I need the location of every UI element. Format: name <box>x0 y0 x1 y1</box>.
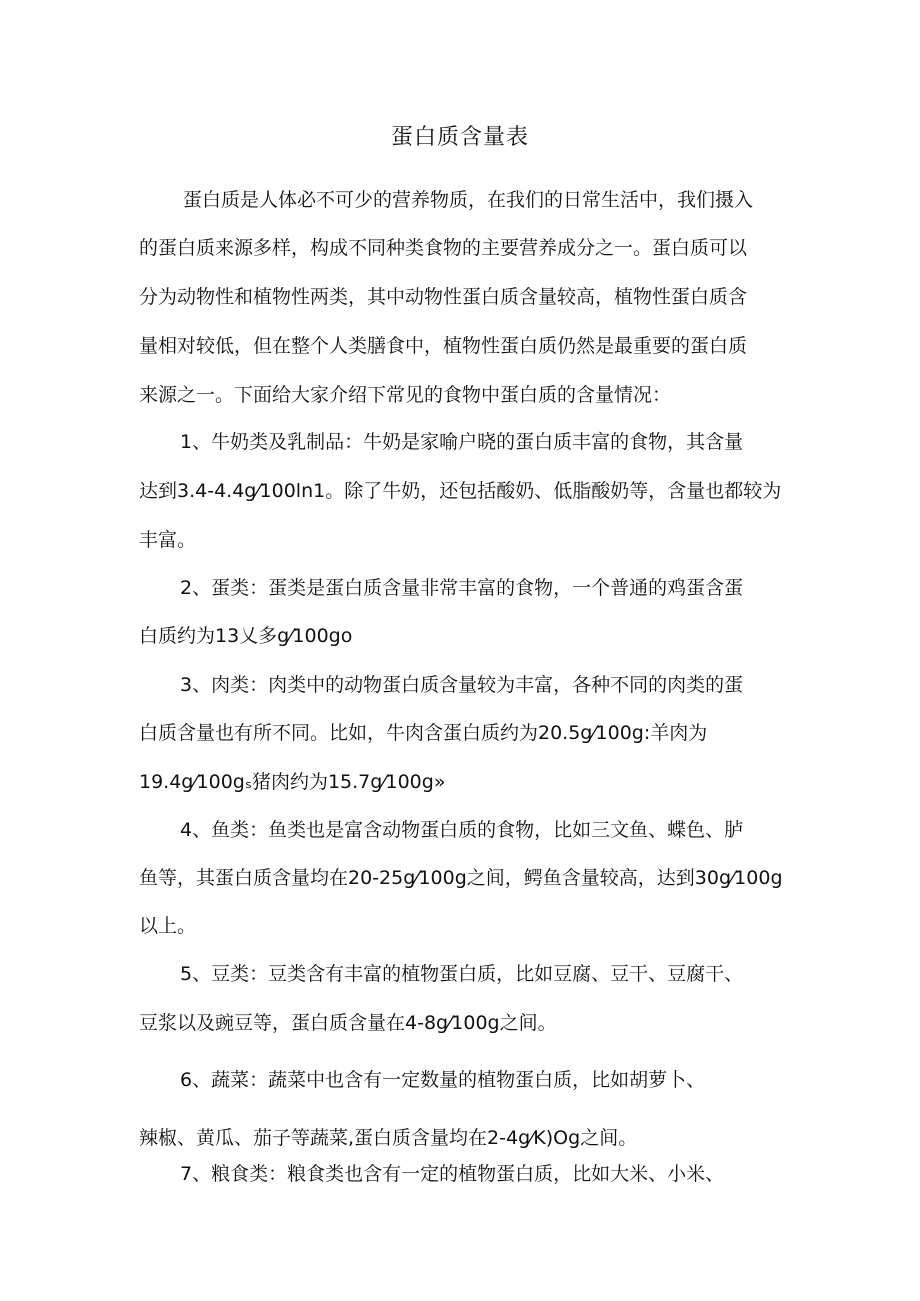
item-3-line-1: 3、肉类：肉类中的动物蛋白质含量较为丰富，各种不同的肉类的蛋 <box>180 674 744 696</box>
text-line <box>0 864 920 892</box>
item-2-line-2: 白质约为13乂多g⁄100go <box>139 625 353 647</box>
intro-line-5: 来源之一。下面给大家介绍下常见的食物中蛋白质的含量情况： <box>139 384 672 406</box>
text-line <box>0 574 920 602</box>
text-line <box>0 477 920 505</box>
item-1-line-2: 达到3.4-4.4g⁄100ln1。除了牛奶，还包括酸奶、低脂酸奶等，含量也都较为 <box>139 480 782 502</box>
document-title: 蛋白质含量表 <box>390 125 529 150</box>
text-line <box>0 1066 920 1094</box>
text-line <box>0 234 920 262</box>
text-line <box>0 912 920 940</box>
text-line <box>0 719 920 747</box>
intro-line-3: 分为动物性和植物性两类，其中动物性蛋白质含量较高，植物性蛋白质含 <box>139 286 748 308</box>
item-4-line-3: 以上。 <box>139 915 197 937</box>
text-line <box>0 283 920 311</box>
item-5-line-2: 豆浆以及豌豆等，蛋白质含量在4-8g⁄100g之间。 <box>139 1012 557 1034</box>
text-line <box>0 671 920 699</box>
intro-line-2: 的蛋白质来源多样，构成不同种类食物的主要营养成分之一。蛋白质可以 <box>139 237 748 259</box>
text-line <box>0 332 920 360</box>
intro-line-4: 量相对较低，但在整个人类膳食中，植物性蛋白质仍然是最重要的蛋白质 <box>139 335 748 357</box>
text-line <box>0 768 920 796</box>
text-line <box>0 960 920 988</box>
item-1-line-1: 1、牛奶类及乳制品：牛奶是家喻户晓的蛋白质丰富的食物，其含量 <box>180 431 744 453</box>
item-3-line-3: 19.4g⁄100gₛ猪肉约为15.7g⁄100g» <box>139 771 446 793</box>
text-line <box>0 186 920 214</box>
text-line <box>0 1160 920 1188</box>
text-line <box>0 526 920 554</box>
intro-line-1: 蛋白质是人体必不可少的营养物质，在我们的日常生活中，我们摄入 <box>183 189 754 211</box>
item-4-line-1: 4、鱼类：鱼类也是富含动物蛋白质的食物，比如三文鱼、蝶色、胪 <box>180 819 744 841</box>
text-line <box>0 381 920 409</box>
text-line <box>0 1124 920 1152</box>
item-6-line-2: 辣椒、黄瓜、茄子等蔬菜,蛋白质含量均在2-4g⁄K)Og之间。 <box>139 1127 638 1149</box>
item-1-line-3: 丰富。 <box>139 529 197 551</box>
text-line <box>0 622 920 650</box>
item-2-line-1: 2、蛋类：蛋类是蛋白质含量非常丰富的食物，一个普通的鸡蛋含蛋 <box>180 577 744 599</box>
item-3-line-2: 白质含量也有所不同。比如，牛肉含蛋白质约为20.5g⁄100g:羊肉为 <box>139 722 708 744</box>
item-6-line-1: 6、蔬菜：蔬菜中也含有一定数量的植物蛋白质，比如胡萝卜、 <box>180 1069 706 1091</box>
text-line <box>0 1009 920 1037</box>
text-line <box>0 428 920 456</box>
item-5-line-1: 5、豆类：豆类含有丰富的植物蛋白质，比如豆腐、豆干、豆腐干、 <box>180 963 744 985</box>
item-4-line-2: 鱼等，其蛋白质含量均在20-25g⁄100g之间，鳄鱼含量较高，达到30g⁄100g <box>139 867 783 889</box>
text-line <box>0 816 920 844</box>
item-7-line-1: 7、粮食类：粮食类也含有一定的植物蛋白质，比如大米、小米、 <box>180 1163 725 1185</box>
